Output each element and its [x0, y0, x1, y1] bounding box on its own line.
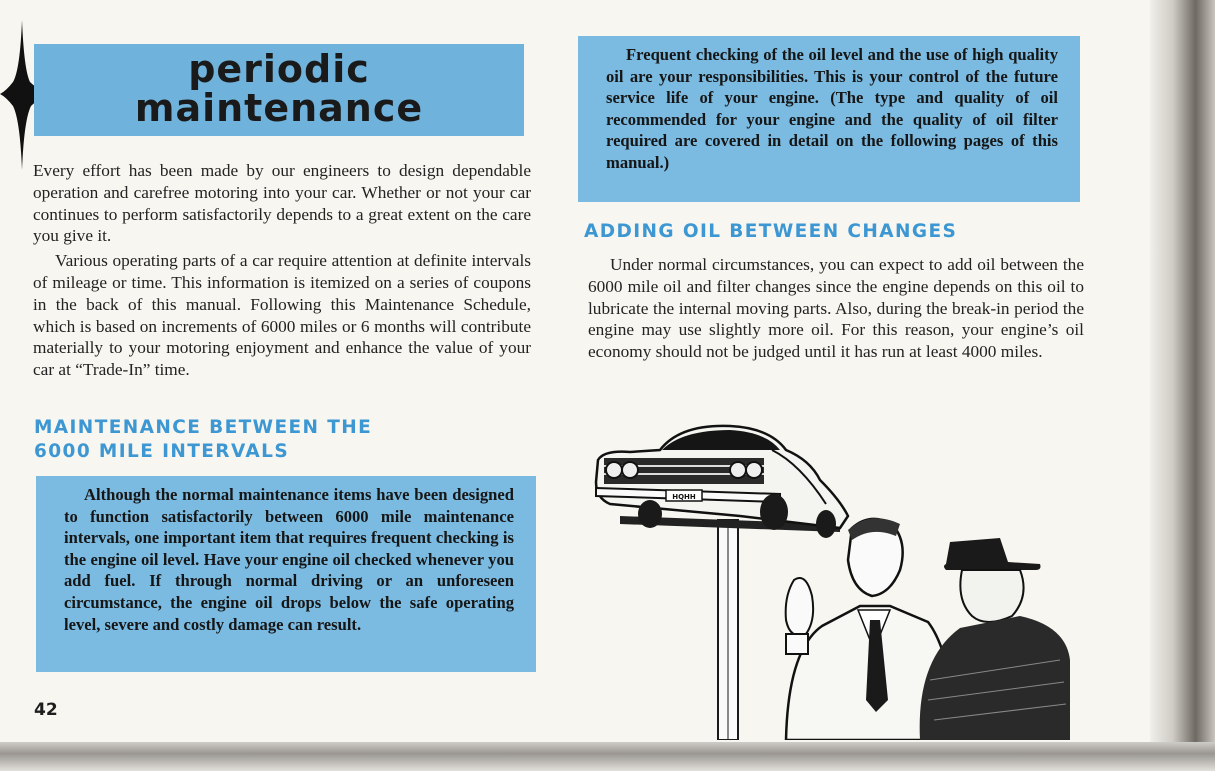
page-title [34, 47, 524, 130]
page-fold-shadow [1150, 0, 1215, 742]
adding-oil-heading: ADDING OIL BETWEEN CHANGES [584, 221, 958, 242]
title-line-1: periodic [188, 47, 370, 91]
car-lift-illustration [590, 420, 1070, 740]
page-bottom-edge [0, 742, 1215, 771]
intro-paragraph-2: Various operating parts of a car require attention at definite intervals of mileage or time. This information is itemized on a series of coupons in the back of this manual. Following this Maintenance Schedule, which is based on increments of 6000 miles or 6 months will contribute materially to your motoring enjoyment and enhance the value of your car at “Trade-In” time. [33, 251, 531, 380]
oil-responsibility-text: Frequent checking of the oil level and the use of high quality oil are your responsibilities. This is your control of the future service life of your engine. (The type and quality of oil recommended for your engine and the quality of oil filter required are covered in detail on the following pages of this manual.) [606, 45, 1058, 172]
maintenance-heading [34, 416, 524, 464]
oil-responsibility-box [578, 36, 1080, 202]
maintenance-heading-line-2: 6000 MILE INTERVALS [34, 441, 290, 462]
title-line-2: maintenance [134, 86, 424, 130]
adding-oil-paragraph: Under normal circumstances, you can expect to add oil between the 6000 mile oil and filter changes since the engine depends on this oil to lubricate the internal moving parts. Also, during the break-in period the engine may use slightly more oil. For this reason, your engine’s oil economy should not be judged until it has run at least 4000 miles. [588, 255, 1084, 362]
intro-text [33, 160, 531, 381]
license-plate-text: HQHH [672, 493, 696, 501]
page-number: 42 [34, 700, 58, 720]
maintenance-info-box [36, 476, 536, 672]
intro-paragraph-1: Every effort has been made by our engineers to design dependable operation and carefree motoring into your car. Whether or not your car continues to perform satisfactorily depends to a great extent on the care you give it. [33, 161, 531, 246]
maintenance-box-text: Although the normal maintenance items have been designed to function satisfactorily between 6000 mile maintenance intervals, one important item that requires frequent checking is the engine oil level. Have your engine oil checked whenever you add fuel. If through normal driving or an unforeseen circumstance, the engine oil drops below the safe operating level, severe and costly damage can result. [64, 485, 514, 634]
adding-oil-text [588, 254, 1084, 363]
maintenance-heading-line-1: MAINTENANCE BETWEEN THE [34, 417, 373, 438]
